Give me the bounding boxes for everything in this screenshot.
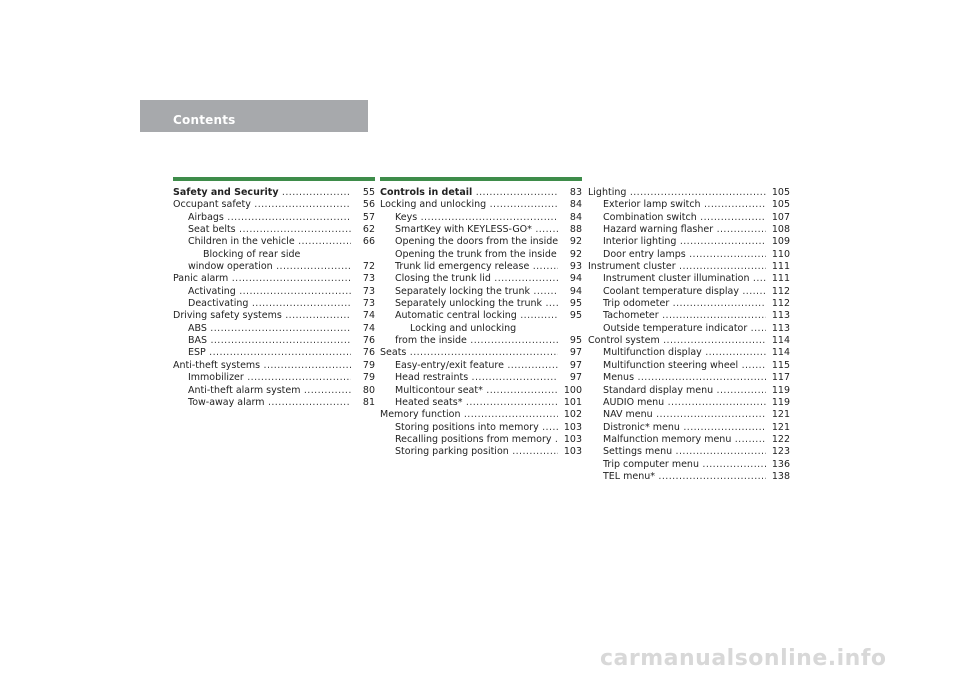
toc-entry-title: Anti-theft systems <box>173 359 261 371</box>
page-title: Contents <box>173 113 236 127</box>
toc-entry[interactable] <box>380 360 582 372</box>
toc-page-number: 111 <box>771 261 790 273</box>
toc-entry-title: Children in the vehicle <box>188 236 295 248</box>
toc-entry-title: Heated seats* <box>395 396 463 408</box>
section-divider-bar <box>380 177 582 181</box>
toc-page-number: 107 <box>771 211 790 223</box>
toc-entry[interactable] <box>173 261 375 273</box>
toc-page-number: 123 <box>771 446 790 458</box>
toc-page-number: 57 <box>362 211 375 223</box>
toc-entry[interactable] <box>380 347 582 359</box>
contents-header-band <box>140 100 368 132</box>
toc-page-number: 92 <box>569 236 582 248</box>
toc-entry[interactable] <box>380 434 582 446</box>
toc-entry[interactable] <box>173 335 375 347</box>
toc-entry-title: Trip computer menu <box>603 458 699 470</box>
toc-column-2 <box>380 177 582 459</box>
toc-entry[interactable] <box>588 286 790 298</box>
toc-page-number: 95 <box>569 310 582 322</box>
toc-column-1 <box>173 177 375 409</box>
toc-entry-title: Airbags <box>188 211 224 223</box>
toc-page-number: 93 <box>569 261 582 273</box>
toc-page-number: 84 <box>569 199 582 211</box>
toc-entry[interactable] <box>173 298 375 310</box>
toc-entry[interactable] <box>173 286 375 298</box>
toc-entry[interactable] <box>173 187 375 199</box>
toc-entry[interactable] <box>588 212 790 224</box>
toc-page-number: 136 <box>771 458 790 470</box>
toc-page-number: 121 <box>771 409 790 421</box>
toc-entry-title: Automatic central locking <box>395 310 517 322</box>
toc-entry-title: AUDIO menu <box>603 396 665 408</box>
toc-entry-title: Hazard warning flasher <box>603 224 714 236</box>
toc-page-number: 101 <box>563 396 582 408</box>
toc-entry-title: Deactivating <box>188 298 249 310</box>
toc-entry[interactable] <box>588 347 790 359</box>
toc-page-number: 105 <box>771 199 790 211</box>
toc-page-number: 113 <box>771 322 790 334</box>
toc-entry-title: TEL menu* <box>603 470 656 482</box>
toc-entry-title: Head restraints <box>395 372 469 384</box>
toc-entry-title: Separately locking the trunk <box>395 285 530 297</box>
toc-page-number: 114 <box>771 335 790 347</box>
toc-page-number: 72 <box>362 261 375 273</box>
toc-page-number: 138 <box>771 470 790 482</box>
toc-entry[interactable] <box>173 360 375 372</box>
toc-entry[interactable] <box>380 397 582 409</box>
toc-page-number: 95 <box>569 335 582 347</box>
toc-entry[interactable] <box>380 298 582 310</box>
toc-page-number: 76 <box>362 335 375 347</box>
toc-entry[interactable] <box>173 323 375 335</box>
toc-page-number: 97 <box>569 359 582 371</box>
toc-entry-title: Easy-entry/exit feature <box>395 359 504 371</box>
toc-entry[interactable] <box>588 335 790 347</box>
toc-entry[interactable] <box>588 187 790 199</box>
toc-entry-title: Trunk lid emergency release <box>395 261 530 273</box>
toc-entry[interactable] <box>173 397 375 409</box>
toc-entry-title: Blocking of rear side <box>203 248 301 260</box>
toc-entry[interactable] <box>380 409 582 421</box>
watermark: carmanualsonline.info <box>600 646 887 671</box>
toc-entry[interactable] <box>588 434 790 446</box>
toc-entry-title: Locking and unlocking <box>410 322 517 334</box>
toc-entry[interactable] <box>380 249 582 261</box>
toc-entry-title: Storing parking position <box>395 446 509 458</box>
toc-entry-title: Control system <box>588 335 660 347</box>
toc-entry-title: Locking and unlocking <box>380 199 487 211</box>
toc-page-number: 103 <box>563 433 582 445</box>
toc-page-number: 97 <box>569 347 582 359</box>
toc-page-number: 66 <box>362 236 375 248</box>
toc-page-number: 73 <box>362 285 375 297</box>
toc-entry[interactable] <box>588 422 790 434</box>
toc-page-number: 73 <box>362 273 375 285</box>
toc-entry[interactable] <box>588 236 790 248</box>
toc-entry-title: Instrument cluster <box>588 261 676 273</box>
toc-entry[interactable] <box>380 236 582 248</box>
toc-page-number: 74 <box>362 322 375 334</box>
toc-page-number: 79 <box>362 372 375 384</box>
toc-entry-title: Seat belts <box>188 224 236 236</box>
toc-entry[interactable] <box>380 286 582 298</box>
toc-entry-title: Multifunction display <box>603 347 702 359</box>
toc-page-number: 94 <box>569 273 582 285</box>
toc-entry[interactable] <box>173 236 375 248</box>
toc-entry[interactable] <box>588 372 790 384</box>
toc-page-number: 62 <box>362 224 375 236</box>
toc-entry-title: Safety and Security <box>173 187 279 198</box>
toc-entry[interactable] <box>380 422 582 434</box>
toc-entry-title: Interior lighting <box>603 236 677 248</box>
toc-page-number: 113 <box>771 310 790 322</box>
toc-entry-title: Door entry lamps <box>603 248 686 260</box>
toc-entry[interactable] <box>588 409 790 421</box>
toc-entry[interactable] <box>380 310 582 322</box>
toc-page-number: 79 <box>362 359 375 371</box>
toc-entry[interactable] <box>380 199 582 211</box>
toc-entry-title: Outside temperature indicator <box>603 322 748 334</box>
toc-entry-title: NAV menu <box>603 409 653 421</box>
toc-entry-title: Instrument cluster illumination <box>603 273 750 285</box>
toc-entry[interactable] <box>173 249 375 261</box>
toc-entry[interactable] <box>173 273 375 285</box>
toc-entry[interactable] <box>173 199 375 211</box>
toc-entry[interactable] <box>588 459 790 471</box>
toc-page-number: 84 <box>569 211 582 223</box>
toc-entry[interactable] <box>173 385 375 397</box>
toc-entry[interactable] <box>173 372 375 384</box>
toc-page-number: 102 <box>563 409 582 421</box>
toc-entry[interactable] <box>380 385 582 397</box>
toc-entry[interactable] <box>380 323 582 335</box>
toc-entry-title: BAS <box>188 335 208 347</box>
section-divider-bar <box>588 177 790 181</box>
toc-entry[interactable] <box>588 323 790 335</box>
toc-entry-title: Tachometer <box>603 310 659 322</box>
toc-entry[interactable] <box>380 335 582 347</box>
toc-page-number: 55 <box>362 187 375 198</box>
toc-entry-title: Menus <box>603 372 635 384</box>
toc-entry[interactable] <box>588 471 790 483</box>
toc-entry[interactable] <box>173 224 375 236</box>
toc-entry[interactable] <box>588 273 790 285</box>
toc-entry-title: Occupant safety <box>173 199 251 211</box>
toc-page-number: 105 <box>771 187 790 198</box>
toc-entry[interactable] <box>588 360 790 372</box>
toc-entry-title: Closing the trunk lid <box>395 273 491 285</box>
toc-entry[interactable] <box>588 397 790 409</box>
toc-column-3 <box>588 177 790 483</box>
toc-entry[interactable] <box>380 372 582 384</box>
toc-page-number: 97 <box>569 372 582 384</box>
toc-entry-title: Combination switch <box>603 211 697 223</box>
toc-entry-title: Keys <box>395 211 418 223</box>
toc-page-number: 92 <box>569 248 582 260</box>
toc-entry[interactable] <box>588 224 790 236</box>
toc-page-number: 95 <box>569 298 582 310</box>
toc-page-number: 80 <box>362 384 375 396</box>
toc-entry-title: Controls in detail <box>380 187 473 198</box>
toc-entry[interactable] <box>588 310 790 322</box>
toc-entry[interactable] <box>173 347 375 359</box>
toc-page-number: 100 <box>563 384 582 396</box>
toc-entry-title: from the inside <box>395 335 467 347</box>
toc-entry-title: Opening the trunk from the inside <box>395 248 557 260</box>
toc-page-number: 108 <box>771 224 790 236</box>
toc-page-number: 103 <box>563 446 582 458</box>
toc-entry-title: SmartKey with KEYLESS-GO* <box>395 224 532 236</box>
toc-entry-title: Standard display menu <box>603 384 714 396</box>
toc-entry-title: ESP <box>188 347 206 359</box>
toc-entry[interactable] <box>380 187 582 199</box>
toc-entry-title: Anti-theft alarm system <box>188 384 301 396</box>
toc-page-number: 119 <box>771 396 790 408</box>
toc-page-number: 115 <box>771 359 790 371</box>
toc-entry-title: Multifunction steering wheel <box>603 359 739 371</box>
toc-page-number: 88 <box>569 224 582 236</box>
toc-entry-title: Driving safety systems <box>173 310 282 322</box>
toc-entry-title: Memory function <box>380 409 461 421</box>
toc-page-number: 103 <box>563 421 582 433</box>
toc-entry[interactable] <box>173 310 375 322</box>
toc-entry[interactable] <box>588 261 790 273</box>
toc-entry-title: Activating <box>188 285 236 297</box>
toc-entry-title: Separately unlocking the trunk <box>395 298 543 310</box>
toc-entry[interactable] <box>588 298 790 310</box>
toc-page-number: 117 <box>771 372 790 384</box>
toc-page-number: 81 <box>362 396 375 408</box>
toc-entry-title: Opening the doors from the inside <box>395 236 558 248</box>
toc-page-number: 111 <box>771 273 790 285</box>
toc-page-number: 112 <box>771 285 790 297</box>
toc-page-number: 114 <box>771 347 790 359</box>
toc-entry[interactable] <box>588 249 790 261</box>
toc-page-number: 83 <box>569 187 582 198</box>
toc-page-number: 73 <box>362 298 375 310</box>
toc-entry-title: Storing positions into memory <box>395 421 539 433</box>
toc-entry[interactable] <box>588 385 790 397</box>
toc-page-number: 76 <box>362 347 375 359</box>
toc-entry[interactable] <box>588 199 790 211</box>
toc-entry[interactable] <box>380 273 582 285</box>
toc-entry-title: Multicontour seat* <box>395 384 483 396</box>
toc-entry-title: Lighting <box>588 187 627 198</box>
toc-entry[interactable] <box>173 212 375 224</box>
toc-page-number: 121 <box>771 421 790 433</box>
toc-entry-title: Settings menu <box>603 446 673 458</box>
toc-entry[interactable] <box>380 224 582 236</box>
toc-entry[interactable] <box>588 446 790 458</box>
toc-page-number: 122 <box>771 433 790 445</box>
toc-entry-title: Seats <box>380 347 407 359</box>
toc-page-number: 110 <box>771 248 790 260</box>
toc-page-number: 74 <box>362 310 375 322</box>
toc-entry-title: window operation <box>188 261 273 273</box>
toc-entry-title: Recalling positions from memory <box>395 433 552 445</box>
toc-entry[interactable] <box>380 212 582 224</box>
toc-page-number: 112 <box>771 298 790 310</box>
toc-entry-title: Tow-away alarm <box>188 396 265 408</box>
toc-entry-title: Exterior lamp switch <box>603 199 701 211</box>
toc-entry-title: Coolant temperature display <box>603 285 739 297</box>
toc-page-number: 56 <box>362 199 375 211</box>
toc-entry-title: Immobilizer <box>188 372 244 384</box>
toc-entry-title: ABS <box>188 322 207 334</box>
toc-entry-title: Distronic* menu <box>603 421 680 433</box>
section-divider-bar <box>173 177 375 181</box>
toc-entry-title: Malfunction memory menu <box>603 433 732 445</box>
toc-entry[interactable] <box>380 446 582 458</box>
toc-entry[interactable] <box>380 261 582 273</box>
toc-entry-title: Trip odometer <box>603 298 670 310</box>
toc-page-number: 94 <box>569 285 582 297</box>
toc-page-number: 109 <box>771 236 790 248</box>
toc-entry-title: Panic alarm <box>173 273 229 285</box>
toc-page-number: 119 <box>771 384 790 396</box>
